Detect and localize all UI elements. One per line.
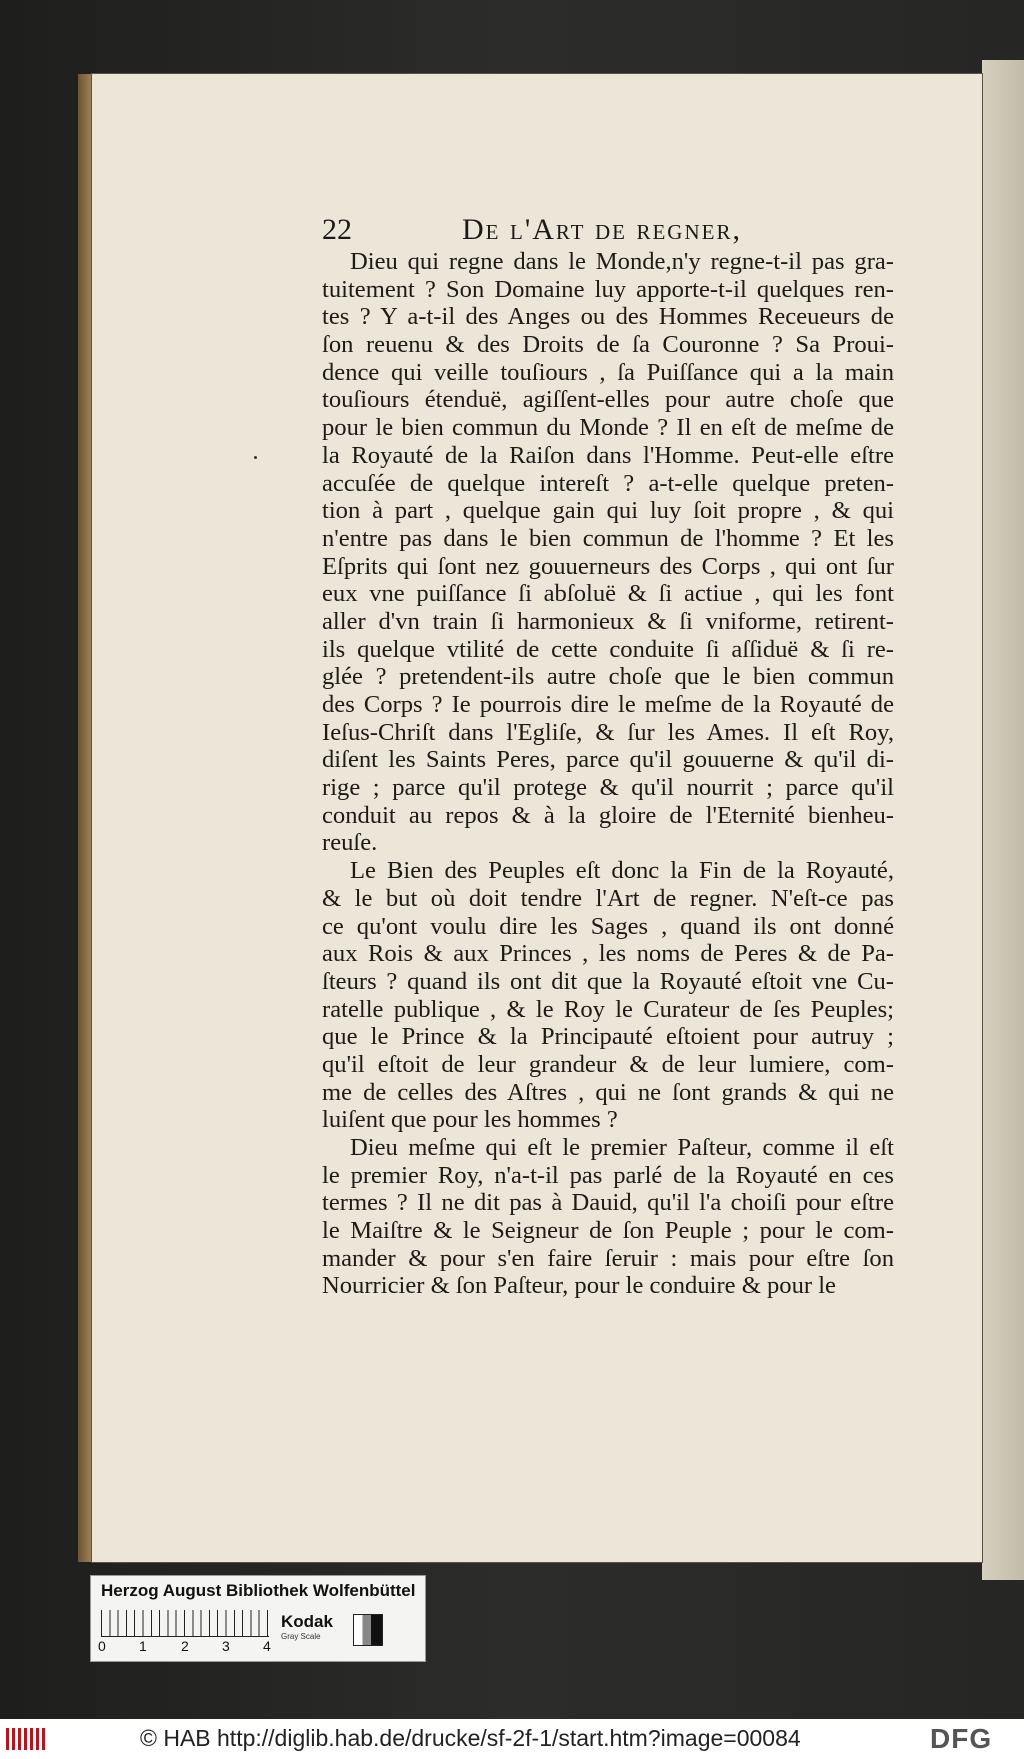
text-line: rige ; parce qu'il protege & qu'il nourrit ; parce qu'il bbox=[322, 774, 894, 802]
footer-bar bbox=[0, 1719, 1024, 1759]
text-line: me de celles des Aſtres , qui ne ſont grands & qui ne bbox=[322, 1078, 894, 1106]
page-number: 22 bbox=[322, 213, 352, 246]
footer-credit-link[interactable]: © HAB http://diglib.hab.de/drucke/sf-2f-1/start.htm?image=00084 bbox=[140, 1725, 801, 1751]
text-line: conduit au repos & à la gloire de l'Eternité bienheu- bbox=[322, 801, 894, 829]
text-line: Eſprits qui ſont nez gouuerneurs des Corps , qui ont ſur bbox=[322, 552, 894, 580]
text-line: mander & pour s'en faire ſeruir : mais pour eſtre ſon bbox=[322, 1244, 894, 1272]
text-line: accuſée de quelque intereſt ? a-t-elle quelque preten- bbox=[322, 469, 894, 497]
running-title: De l'Art de regner, bbox=[462, 213, 742, 246]
text-line: Nourricier & ſon Paſteur, pour le conduire & pour le bbox=[322, 1272, 836, 1300]
text-line: n'entre pas dans le bien commun de l'homme ? Et les bbox=[322, 524, 894, 552]
scale-number: 3 bbox=[222, 1638, 230, 1654]
scale-number: 1 bbox=[139, 1638, 147, 1654]
text-line: reuſe. bbox=[322, 829, 378, 857]
text-line: luiſent que pour les hommes ? bbox=[322, 1106, 618, 1134]
dfg-logo: DFG bbox=[930, 1723, 993, 1754]
text-line: eux vne puiſſance ſi abſoluë & ſi actiue , qui les font bbox=[322, 580, 894, 608]
gray-swatch bbox=[353, 1614, 383, 1646]
text-line: tes ? Y a-t-il des Anges ou des Hommes Receueurs de bbox=[322, 303, 894, 331]
text-line: ſon reuenu & des Droits de ſa Couronne ? Sa Proui- bbox=[322, 331, 894, 359]
text-line: aller d'vn train ſi harmonieux & ſi vniforme, retirent- bbox=[322, 607, 894, 635]
page-speck bbox=[254, 456, 257, 459]
text-line: pour le bien commun du Monde ? Il en eſt de meſme de bbox=[322, 414, 894, 442]
text-line: tion à part , quelque gain qui luy ſoit propre , & qui bbox=[322, 497, 894, 525]
body-text bbox=[322, 248, 894, 1300]
text-line: Dieu meſme qui eſt le premier Paſteur, comme il eſt bbox=[350, 1134, 894, 1161]
scale-number: 4 bbox=[263, 1638, 271, 1654]
text-line: ratelle publique , & le Roy le Curateur de ſes Peuples; bbox=[322, 995, 894, 1023]
color-calibration-target bbox=[90, 1575, 426, 1662]
text-line: le premier Roy, n'a-t-il pas parlé de la Royauté en ces bbox=[322, 1161, 894, 1189]
text-line: ils quelque vtilité de cette conduite ſi aſſiduë & ſi re- bbox=[322, 635, 894, 663]
adjacent-page-edge bbox=[982, 60, 1024, 1580]
running-head bbox=[322, 213, 922, 247]
text-line: la Royauté de la Raiſon dans l'Homme. Peut-elle eſtre bbox=[322, 441, 894, 469]
text-line: que le Prince & la Principauté eſtoient pour autruy ; bbox=[322, 1023, 894, 1051]
scale-ruler bbox=[101, 1610, 269, 1637]
text-line: des Corps ? Ie pourrois dire le meſme de la Royauté de bbox=[322, 691, 894, 718]
text-line: dence qui veille touſiours , ſa Puiſſance qui a la main bbox=[322, 358, 894, 386]
text-line: diſent les Saints Peres, parce qu'il gouuerne & qu'il di- bbox=[322, 746, 894, 774]
library-name: Herzog August Bibliothek Wolfenbüttel bbox=[101, 1581, 416, 1600]
text-line: & le but où doit tendre l'Art de regner. N'eſt-ce pas bbox=[322, 884, 894, 912]
text-line: Dieu qui regne dans le Monde,n'y regne-t-il pas gra- bbox=[350, 248, 894, 275]
text-line: le Maiſtre & le Seigneur de ſon Peuple ; pour le com- bbox=[322, 1217, 894, 1245]
text-line: qu'il eſtoit de leur grandeur & de leur lumiere, com- bbox=[322, 1050, 894, 1078]
text-line: Le Bien des Peuples eſt donc la Fin de la Royauté, bbox=[350, 857, 894, 885]
scale-number: 2 bbox=[181, 1638, 189, 1654]
text-line: termes ? Il ne dit pas à Dauid, qu'il l'a choiſi pour eſtre bbox=[322, 1189, 894, 1217]
text-line: ce qu'ont voulu dire les Sages , quand ils ont donné bbox=[322, 912, 894, 940]
text-line: aux Rois & aux Princes , les noms de Peres & de Pa- bbox=[322, 940, 894, 968]
text-line: touſiours étenduë, agiſſent-elles pour autre choſe que bbox=[322, 386, 894, 414]
text-line: ſteurs ? quand ils ont dit que la Royauté eſtoit vne Cu- bbox=[322, 967, 894, 995]
text-line: glée ? pretendent-ils autre choſe que le bien commun bbox=[322, 663, 894, 691]
grayscale-label: Gray Scale bbox=[281, 1632, 321, 1641]
text-line: Ieſus-Chriſt dans l'Egliſe, & ſur les Ames. Il eſt Roy, bbox=[322, 718, 894, 746]
text-line: tuitement ? Son Domaine luy apporte-t-il quelques ren- bbox=[322, 275, 894, 303]
kodak-label: Kodak bbox=[281, 1612, 333, 1631]
hab-logo-icon bbox=[6, 1728, 46, 1750]
scale-number: 0 bbox=[98, 1638, 106, 1654]
